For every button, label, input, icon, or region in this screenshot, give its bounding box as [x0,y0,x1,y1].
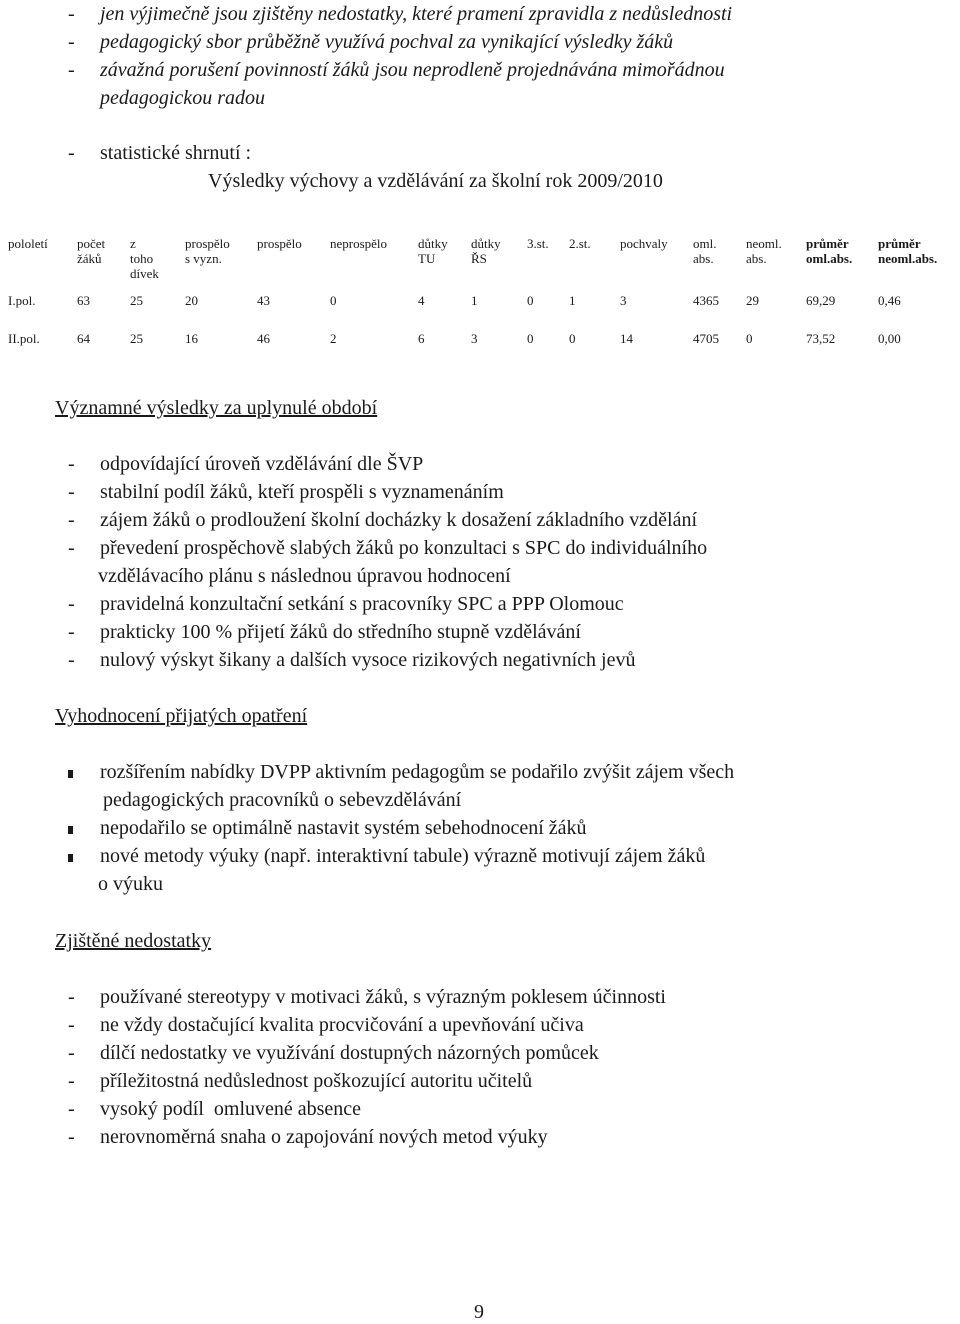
list-dash: - [68,1098,75,1120]
table-cell: 43 [257,293,270,308]
list-item: závažná porušení povinností žáků jsou neprodleně projednávána mimořádnou [100,59,725,81]
list-item-continuation: pedagogických pracovníků o sebevzdělávání [103,789,462,811]
list-item: jen výjimečně jsou zjištěny nedostatky, které pramení zpravidla z nedůslednosti [100,3,733,25]
square-bullet-icon [68,826,73,834]
table-cell: 6 [418,331,425,346]
table-header-cell: prospělo s vyzn. [185,236,230,266]
list-dash: - [68,1014,75,1036]
stats-subtitle: Výsledky výchovy a vzdělávání za školní rok 2009/2010 [208,170,663,192]
table-header-cell: počet žáků [77,236,106,266]
list-dash: - [68,3,75,25]
table-cell: 20 [185,293,198,308]
table-cell: 2 [330,331,337,346]
list-item: nové metody výuky (např. interaktivní tabule) výrazně motivují zájem žáků [100,845,706,867]
table-header-cell: neoml. abs. [746,236,782,266]
table-cell: 0 [527,293,534,308]
list-item: pedagogický sbor průběžně využívá pochval za vynikající výsledky žáků [100,31,674,53]
table-header-cell: prospělo [257,236,302,251]
table-header-cell: důtky TU [418,236,448,266]
table-cell: 3 [471,331,478,346]
table-cell: 4365 [693,293,719,308]
table-cell: 1 [471,293,478,308]
list-item: příležitostná nedůslednost poškozující autoritu učitelů [100,1070,533,1092]
stats-table [0,0,960,360]
table-cell: 0,00 [878,331,901,346]
list-item: nulový výskyt šikany a dalších vysoce rizikových negativních jevů [100,649,636,671]
table-header-cell: průměr neoml.abs. [878,236,938,266]
square-bullet-icon [68,854,73,862]
table-cell: 0 [527,331,534,346]
table-cell: 46 [257,331,270,346]
list-item: používané stereotypy v motivaci žáků, s výrazným poklesem účinnosti [100,986,666,1008]
list-dash: - [68,142,75,164]
table-header-cell: 2.st. [569,236,591,251]
table-header-cell: z toho dívek [130,236,159,281]
table-cell: 0 [330,293,337,308]
list-item-continuation: o výuku [98,873,163,895]
table-header-cell: průměr oml.abs. [806,236,853,266]
page-number: 9 [474,1301,484,1323]
table-cell: 3 [620,293,627,308]
list-item: nerovnoměrná snaha o zapojování nových metod výuky [100,1126,548,1148]
list-dash: - [68,453,75,475]
table-cell: 29 [746,293,759,308]
table-cell: 0 [746,331,753,346]
list-dash: - [68,481,75,503]
list-dash: - [68,31,75,53]
table-cell: 69,29 [806,293,836,308]
list-item: dílčí nedostatky ve využívání dostupných názorných pomůcek [100,1042,599,1064]
list-item: vysoký podíl omluvené absence [100,1098,362,1120]
table-cell: 0 [569,331,576,346]
list-item: prakticky 100 % přijetí žáků do středního stupně vzdělávání [100,621,581,643]
table-cell: 4705 [693,331,719,346]
list-item: nepodařilo se optimálně nastavit systém sebehodnocení žáků [100,817,587,839]
list-item: odpovídající úroveň vzdělávání dle ŠVP [100,453,424,475]
table-cell: 1 [569,293,576,308]
section-heading: Vyhodnocení přijatých opatření [55,705,308,727]
list-dash: - [68,59,75,81]
list-dash: - [68,1042,75,1064]
list-item-continuation: pedagogickou radou [100,87,265,109]
section-heading: Zjištěné nedostatky [55,930,212,952]
list-dash: - [68,621,75,643]
list-dash: - [68,1126,75,1148]
table-cell: 14 [620,331,633,346]
table-header-cell: pololetí [8,236,48,251]
list-dash: - [68,1070,75,1092]
table-header-cell: důtky ŘS [471,236,501,266]
list-dash: - [68,509,75,531]
list-item: rozšířením nabídky DVPP aktivním pedagogům se podařilo zvýšit zájem všech [100,761,735,783]
list-dash: - [68,986,75,1008]
list-item: převedení prospěchově slabých žáků po konzultaci s SPC do individuálního [100,537,708,559]
list-item-continuation: vzdělávacího plánu s následnou úpravou hodnocení [98,565,511,587]
list-dash: - [68,537,75,559]
list-item: zájem žáků o prodloužení školní docházky k dosažení základního vzdělání [100,509,698,531]
list-dash: - [68,593,75,615]
square-bullet-icon [68,770,73,778]
table-header-cell: neprospělo [330,236,388,251]
table-cell: I.pol. [8,293,36,308]
list-dash: - [68,649,75,671]
table-cell: 0,46 [878,293,901,308]
list-item: pravidelná konzultační setkání s pracovníky SPC a PPP Olomouc [100,593,624,615]
list-item: ne vždy dostačující kvalita procvičování a upevňování učiva [100,1014,584,1036]
section-heading: Významné výsledky za uplynulé období [55,397,378,419]
table-cell: 63 [77,293,90,308]
table-cell: 64 [77,331,90,346]
table-header-cell: pochvaly [620,236,668,251]
table-header-cell: oml. abs. [693,236,717,266]
table-cell: 16 [185,331,198,346]
table-cell: 73,52 [806,331,836,346]
table-cell: 25 [130,331,143,346]
stats-label: statistické shrnutí : [100,142,252,164]
list-item: stabilní podíl žáků, kteří prospěli s vyznamenáním [100,481,504,503]
table-cell: 4 [418,293,425,308]
table-header-cell: 3.st. [527,236,549,251]
table-cell: II.pol. [8,331,40,346]
table-cell: 25 [130,293,143,308]
